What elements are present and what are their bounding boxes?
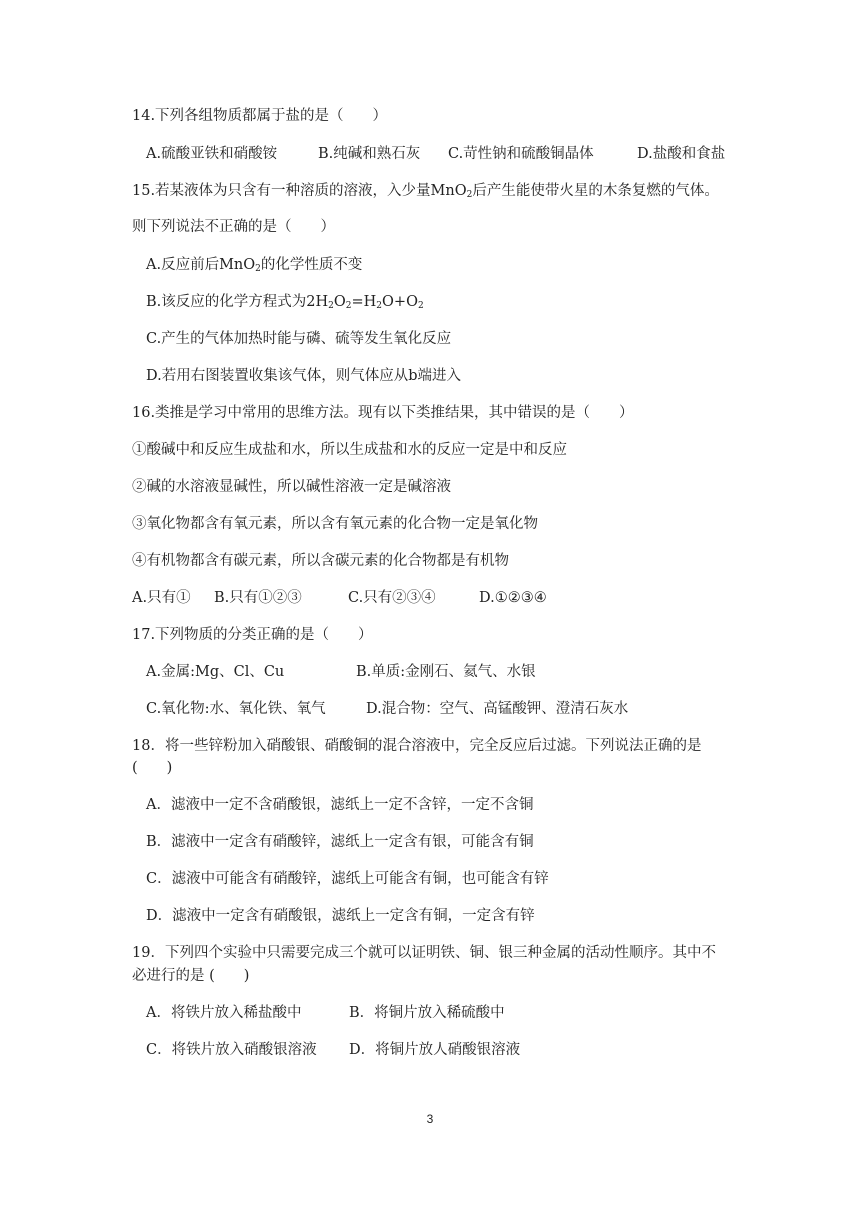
q16-statement-4: ④有机物都含有碳元素，所以含碳元素的化合物都是有机物: [132, 553, 509, 569]
q16-option-a: A.只有①: [132, 590, 191, 606]
q16-statement-2: ②碱的水溶液显碱性，所以碱性溶液一定是碱溶液: [132, 479, 451, 495]
q19-option-c: C．将铁片放入硝酸银溶液: [146, 1042, 317, 1058]
q15-option-d: D.若用右图装置收集该气体，则气体应从b端进入: [146, 368, 461, 384]
q15-option-a: A.反应前后MnO$_2$的化学性质不变: [146, 257, 363, 274]
q16-option-b: B.只有①②③: [214, 590, 302, 606]
q19-options-row1: [0, 1003, 860, 1023]
q16-option-d: D.①②③④: [479, 590, 547, 606]
q19-option-d: D．将铜片放人硝酸银溶液: [349, 1042, 521, 1058]
q15-option-b: B.该反应的化学方程式为$2H_2O_2=H_2O+O_2$: [146, 294, 424, 311]
q19-stem: 19．下列四个实验中只需要完成三个就可以证明铁、铜、银三种金属的活动性顺序。其中不: [132, 945, 716, 961]
q14-option-c: C.苛性钠和硫酸铜晶体: [448, 146, 594, 162]
q18-stem-line2: ( ): [132, 760, 173, 776]
q18-option-b: B．滤液中一定含有硝酸锌，滤纸上一定含有银，可能含有铜: [146, 834, 534, 850]
q17-options-row2: [0, 699, 860, 719]
q16-option-c: C.只有②③④: [348, 590, 436, 606]
q14-option-a: A.硫酸亚铁和硝酸铵: [146, 146, 278, 162]
q17-option-d: D.混合物：空气、高锰酸钾、澄清石灰水: [366, 701, 629, 717]
q16-statement-1: ①酸碱中和反应生成盐和水，所以生成盐和水的反应一定是中和反应: [132, 442, 567, 458]
q19-option-a: A．将铁片放入稀盐酸中: [146, 1005, 302, 1021]
q19-stem-line2: 必进行的是 ( ): [132, 968, 250, 984]
q15-option-c: C.产生的气体加热时能与磷、硫等发生氧化反应: [146, 331, 452, 347]
q18-stem: 18．将一些锌粉加入硝酸银、硝酸铜的混合溶液中，完全反应后过滤。下列说法正确的是: [132, 738, 702, 754]
q14-option-b: B.纯碱和熟石灰: [318, 146, 421, 162]
q19-option-b: B．将铜片放入稀硫酸中: [349, 1005, 505, 1021]
q14-option-d: D.盐酸和食盐: [637, 146, 726, 162]
q17-option-c: C.氧化物:水、氧化铁、氧气: [146, 701, 326, 717]
q17-option-b: B.单质:金刚石、氦气、水银: [356, 664, 536, 680]
q19-options-row2: [0, 1040, 860, 1060]
q14-options: [0, 144, 860, 164]
q17-options-row1: [0, 662, 860, 682]
q18-option-c: C．滤液中可能含有硝酸锌，滤纸上可能含有铜，也可能含有锌: [146, 871, 549, 887]
q18-option-d: D．滤液中一定含有硝酸银，滤纸上一定含有铜，一定含有锌: [146, 908, 535, 924]
q18-option-a: A．滤液中一定不含硝酸银，滤纸上一定不含锌，一定不含铜: [146, 797, 534, 813]
q17-stem: 17.下列物质的分类正确的是（ ）: [132, 627, 373, 643]
q16-stem: 16.类推是学习中常用的思维方法。现有以下类推结果，其中错误的是（ ）: [132, 405, 634, 421]
q14-stem: 14.下列各组物质都属于盐的是（ ）: [132, 108, 388, 124]
page-number: 3: [426, 1112, 434, 1126]
q15-stem: 15.若某液体为只含有一种溶质的溶液，入少量MnO$_2$后产生能使带火星的木条复燃的气体。: [132, 183, 719, 200]
q16-statement-3: ③氧化物都含有氧元素，所以含有氧元素的化合物一定是氧化物: [132, 516, 538, 532]
q17-option-a: A.金属:Mg、Cl、Cu: [146, 664, 285, 680]
q15-stem-line2: 则下列说法不正确的是（ ）: [132, 219, 335, 235]
q16-options: [0, 588, 860, 608]
